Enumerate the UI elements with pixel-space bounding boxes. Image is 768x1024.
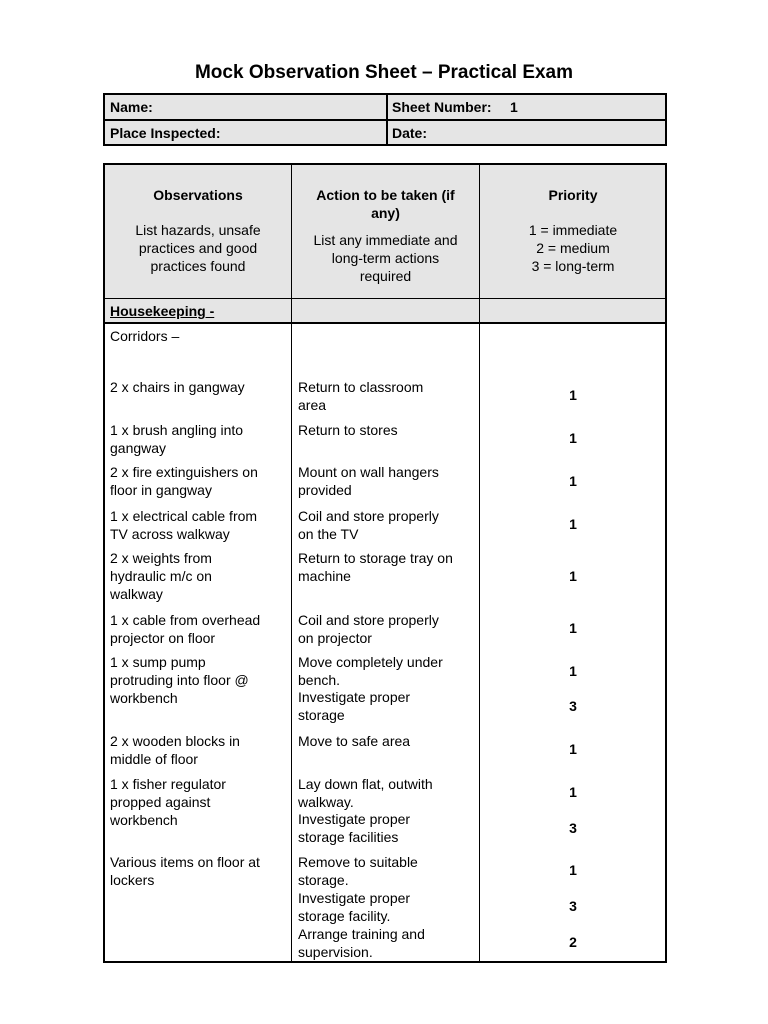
observation-text: 1 x cable from overhead projector on floor — [110, 612, 261, 646]
page-title: Mock Observation Sheet – Practical Exam — [194, 62, 574, 83]
column-subtext: List hazards, unsafe practices and good practices found — [135, 222, 261, 274]
section-bottom-line — [105, 322, 665, 324]
name-label: Name: — [110, 99, 153, 115]
column-heading: Observations — [153, 187, 243, 203]
action-text: Coil and store properly on projector — [298, 612, 439, 646]
action-text: Investigate proper storage facilities — [298, 811, 411, 845]
priority-value: 3 — [569, 698, 577, 714]
priority-value: 3 — [569, 820, 577, 836]
observation-text: 2 x chairs in gangway — [110, 379, 245, 395]
column-header-observations — [105, 186, 291, 275]
column-header-priority — [480, 186, 666, 275]
date-label: Date: — [392, 125, 428, 141]
action-text: Return to classroom area — [298, 379, 424, 413]
header-info-table — [103, 93, 667, 146]
action-text: Return to storage tray on machine — [298, 550, 453, 584]
priority-value: 1 — [569, 516, 577, 532]
priority-value: 1 — [569, 663, 577, 679]
sheet-number-label: Sheet Number: — [392, 99, 492, 115]
observation-text: 1 x sump pump protruding into floor @ workbench — [110, 654, 249, 706]
header-bottom-line — [105, 298, 665, 299]
priority-value: 1 — [569, 784, 577, 800]
column-subtext: 1 = immediate 2 = medium 3 = long-term — [528, 222, 618, 274]
priority-value: 1 — [569, 620, 577, 636]
action-text: Lay down flat, outwith walkway. — [298, 776, 433, 810]
action-text: Arrange training and supervision. — [298, 926, 425, 960]
observation-text: 2 x weights from hydraulic m/c on walkway — [110, 550, 212, 602]
column-subtext: List any immediate and long-term actions required — [313, 232, 458, 284]
priority-value: 2 — [569, 934, 577, 950]
action-text: Move completely under bench. — [298, 654, 443, 688]
observation-text: Various items on floor at lockers — [110, 854, 260, 888]
priority-value: 1 — [569, 741, 577, 757]
header-divider-horizontal — [105, 119, 665, 121]
column-divider-2 — [479, 165, 480, 961]
action-text: Remove to suitable storage. — [298, 854, 418, 888]
action-text: Investigate proper storage facility. — [298, 890, 411, 924]
header-divider-vertical — [386, 95, 388, 144]
column-header-action — [292, 186, 479, 285]
action-text: Investigate proper storage — [298, 689, 411, 723]
section-heading: Housekeeping - — [110, 303, 215, 319]
priority-value: 1 — [569, 387, 577, 403]
observation-text: 2 x wooden blocks in middle of floor — [110, 733, 240, 767]
column-heading: Action to be taken (if any) — [316, 187, 455, 221]
observation-text: 1 x fisher regulator propped against workbench — [110, 776, 226, 828]
priority-value: 3 — [569, 898, 577, 914]
observation-text: 1 x electrical cable from TV across walkway — [110, 508, 258, 542]
sheet-number-value: 1 — [510, 99, 518, 115]
action-text: Move to safe area — [298, 733, 411, 749]
priority-value: 1 — [569, 473, 577, 489]
place-inspected-label: Place Inspected: — [110, 125, 221, 141]
subsection-label: Corridors – — [110, 328, 180, 344]
priority-value: 1 — [569, 862, 577, 878]
action-text: Return to stores — [298, 422, 398, 438]
column-heading: Priority — [548, 187, 598, 203]
observation-text: 1 x brush angling into gangway — [110, 422, 244, 456]
observation-table — [103, 163, 667, 963]
priority-value: 1 — [569, 430, 577, 446]
observation-text: 2 x fire extinguishers on floor in gangway — [110, 464, 258, 498]
action-text: Mount on wall hangers provided — [298, 464, 439, 498]
action-text: Coil and store properly on the TV — [298, 508, 439, 542]
priority-value: 1 — [569, 568, 577, 584]
